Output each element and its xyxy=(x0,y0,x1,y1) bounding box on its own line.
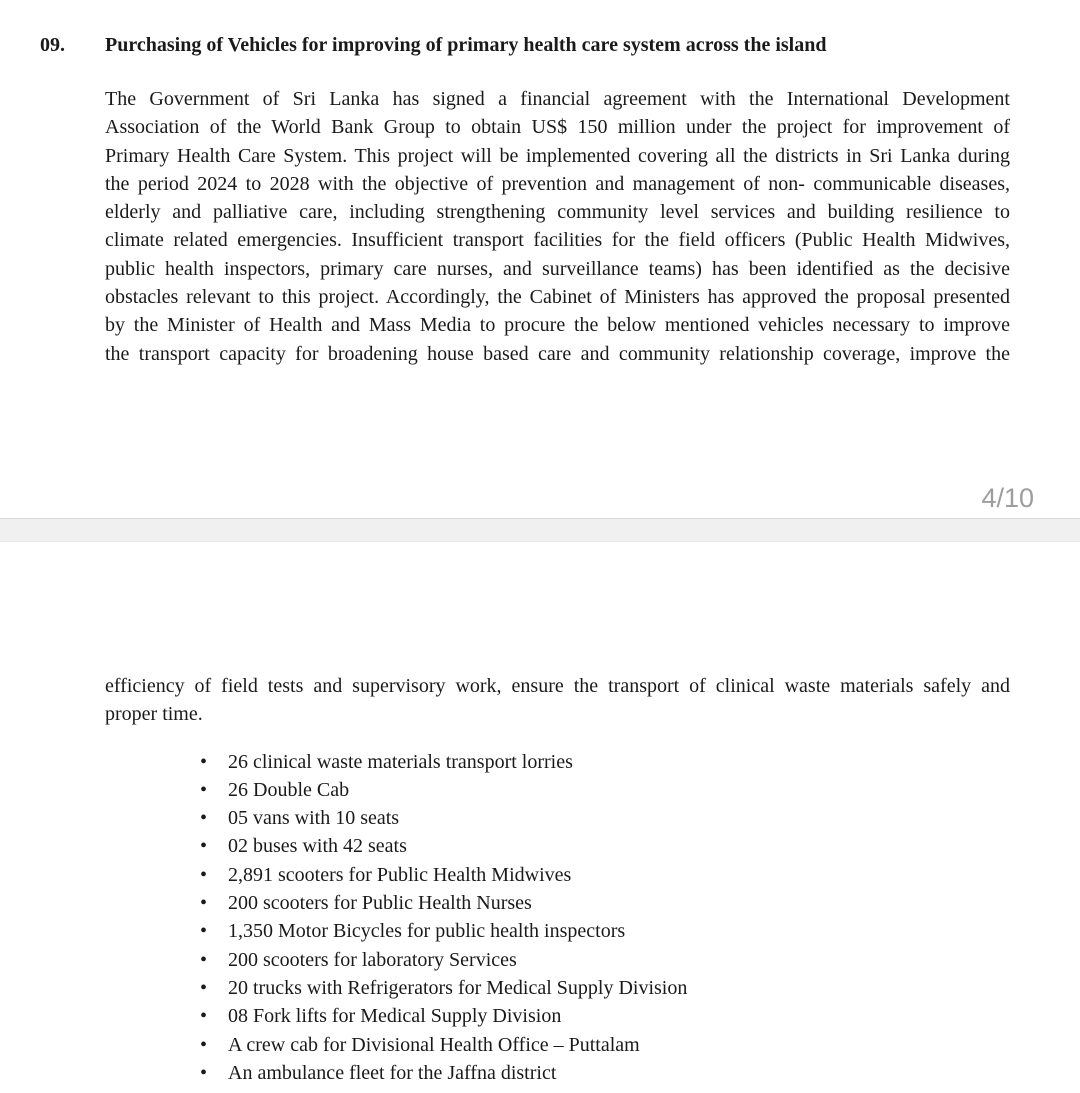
list-item xyxy=(200,804,1080,832)
list-item-text: 200 scooters for Public Health Nurses xyxy=(228,892,532,915)
list-item xyxy=(200,917,1080,945)
list-item xyxy=(200,946,1080,974)
section-title: Purchasing of Vehicles for improving of primary health care system across the island xyxy=(105,34,827,56)
paragraph-line: by the Minister of Health and Mass Media to procure the below mentioned vehicles necessary to improve xyxy=(105,314,1010,337)
list-item-text: 26 clinical waste materials transport lorries xyxy=(228,750,573,773)
bullet-icon: • xyxy=(200,920,208,943)
paragraph-line: climate related emergencies. Insufficient transport facilities for the field officers (Public Health Midwives, xyxy=(105,229,1010,252)
list-item-text: 26 Double Cab xyxy=(228,778,350,801)
paragraph-line: proper time. xyxy=(105,703,203,726)
bullet-icon: • xyxy=(200,976,208,999)
paragraph-line: The Government of Sri Lanka has signed a financial agreement with the International Development xyxy=(105,88,1010,110)
list-item-text: 02 buses with 42 seats xyxy=(228,835,407,858)
paragraph-line: the period 2024 to 2028 with the objective of prevention and management of non- communicable diseases, xyxy=(105,172,1010,195)
paragraph-line: Primary Health Care System. This project will be implemented covering all the districts in Sri Lanka during xyxy=(105,144,1010,167)
list-item-text: 20 trucks with Refrigerators for Medical Supply Division xyxy=(228,976,688,999)
list-item-text: 05 vans with 10 seats xyxy=(228,807,400,830)
bullet-icon: • xyxy=(200,948,208,971)
page-indicator: 4/10 xyxy=(981,483,1034,513)
paragraph-line: obstacles relevant to this project. Accordingly, the Cabinet of Ministers has approved the proposal presented xyxy=(105,286,1010,309)
bullet-icon: • xyxy=(200,1061,208,1084)
list-item xyxy=(200,1059,1080,1087)
bullet-icon: • xyxy=(200,1005,208,1028)
section-number: 09. xyxy=(40,34,65,56)
list-item xyxy=(200,974,1080,1002)
paragraph-line: the transport capacity for broadening house based care and community relationship coverage, improve the xyxy=(105,342,1010,365)
list-item xyxy=(200,776,1080,804)
bullet-icon: • xyxy=(200,1033,208,1056)
paragraph-line: efficiency of field tests and supervisory work, ensure the transport of clinical waste materials safely and xyxy=(105,675,1010,697)
section-heading xyxy=(40,0,1080,57)
list-item xyxy=(200,861,1080,889)
list-item-text: 08 Fork lifts for Medical Supply Division xyxy=(228,1005,562,1028)
list-item-text: A crew cab for Divisional Health Office – Puttalam xyxy=(228,1033,640,1056)
list-item xyxy=(200,1031,1080,1059)
bullet-icon: • xyxy=(200,750,208,773)
list-item xyxy=(200,832,1080,860)
bullet-icon: • xyxy=(200,863,208,886)
paragraph-line: Association of the World Bank Group to obtain US$ 150 million under the project for improvement of xyxy=(105,116,1010,139)
document-page-4 xyxy=(0,0,1080,518)
list-item-text: 2,891 scooters for Public Health Midwives xyxy=(228,863,572,886)
bullet-icon: • xyxy=(200,835,208,858)
bullet-icon: • xyxy=(200,892,208,915)
list-item-text: 200 scooters for laboratory Services xyxy=(228,948,517,971)
paragraph-2 xyxy=(105,672,1010,729)
paragraph-line: elderly and palliative care, including strengthening community level services and building resilience to xyxy=(105,201,1010,224)
paragraph-line: public health inspectors, primary care nurses, and surveillance teams) has been identified as the decisive xyxy=(105,257,1010,280)
paragraph-1 xyxy=(105,85,1010,368)
list-item xyxy=(200,889,1080,917)
vehicle-list xyxy=(200,748,1080,1088)
document-page-5 xyxy=(0,542,1080,1093)
list-item xyxy=(200,748,1080,776)
bullet-icon: • xyxy=(200,807,208,830)
list-item-text: 1,350 Motor Bicycles for public health inspectors xyxy=(228,920,626,943)
list-item-text: An ambulance fleet for the Jaffna district xyxy=(228,1061,557,1084)
list-item xyxy=(200,1002,1080,1030)
bullet-icon: • xyxy=(200,778,208,801)
page-separator xyxy=(0,518,1080,542)
